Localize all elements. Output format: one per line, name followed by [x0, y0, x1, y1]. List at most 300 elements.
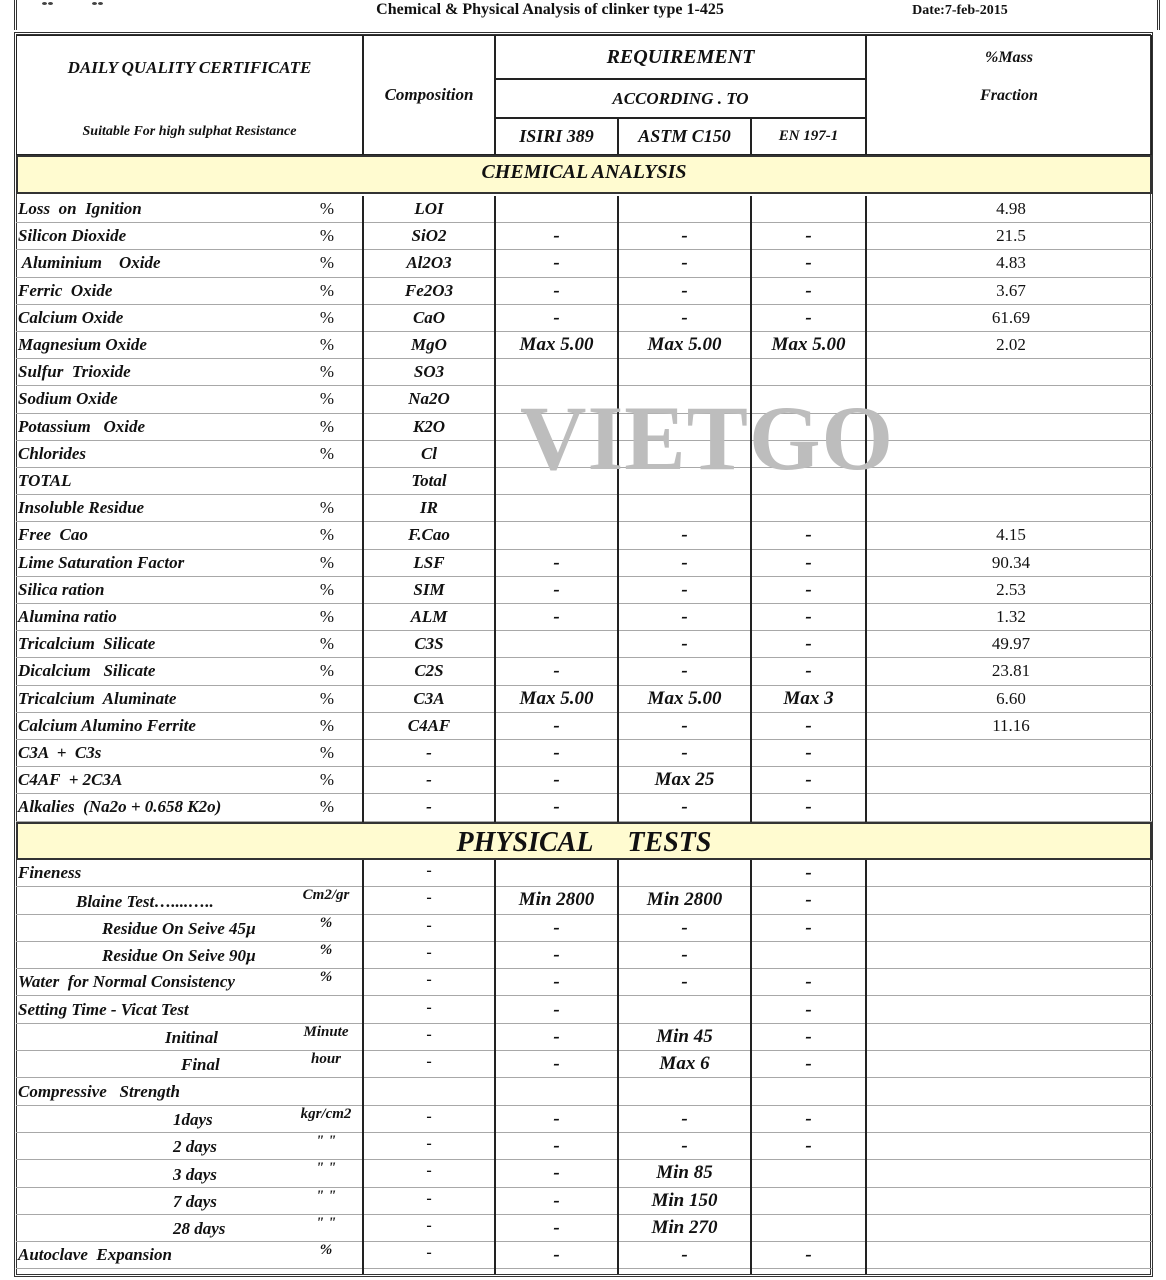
astm-requirement: -	[681, 796, 688, 818]
isiri-requirement: -	[553, 306, 560, 328]
en-requirement: Max 5.00	[771, 334, 846, 356]
physical-test-row	[16, 997, 1152, 1024]
unit-cell: %	[319, 743, 335, 763]
chemical-analysis-row	[16, 522, 1152, 549]
unit-cell: %	[319, 389, 335, 409]
chemical-analysis-banner	[16, 155, 1152, 194]
mass-fraction-value	[866, 887, 1156, 913]
composition-cell: LSF	[413, 552, 445, 572]
unit-cell: %	[319, 416, 335, 436]
mass-fraction-value: 6.60	[996, 688, 1026, 708]
en-requirement: -	[805, 606, 812, 628]
mass-fraction-value	[866, 767, 1156, 793]
isiri-requirement	[495, 468, 618, 494]
isiri-requirement: Max 5.00	[519, 334, 594, 356]
unit-cell: %	[319, 607, 335, 627]
en-requirement: -	[805, 252, 812, 274]
astm-requirement: -	[681, 279, 688, 301]
physical-test-row	[16, 1215, 1152, 1242]
isiri-requirement	[495, 631, 618, 657]
physical-test-row	[16, 969, 1152, 996]
parameter-name: 1days	[173, 1109, 213, 1129]
composition-cell: -	[426, 862, 432, 879]
unit-cell: %	[319, 552, 335, 572]
certificate-title: DAILY QUALITY CERTIFICATE	[67, 58, 312, 77]
mass-fraction-value	[866, 1051, 1156, 1077]
parameter-name: 7 days	[173, 1191, 217, 1211]
unit-cell: %	[319, 688, 335, 708]
astm-requirement: -	[681, 1135, 688, 1157]
mass-fraction-value	[866, 794, 1156, 820]
parameter-name: Potassium Oxide	[18, 416, 146, 436]
composition-cell: -	[426, 916, 432, 934]
chemical-analysis-row	[16, 250, 1152, 277]
grid-line	[362, 860, 364, 1274]
en-requirement: -	[805, 998, 812, 1020]
mass-fraction-value	[866, 740, 1156, 766]
unit-cell: %	[319, 362, 335, 382]
composition-cell: C2S	[414, 661, 444, 681]
isiri-requirement: -	[553, 606, 560, 628]
vietgo-watermark: VIETGO	[520, 387, 895, 489]
isiri-requirement: -	[553, 225, 560, 247]
chemical-analysis-row	[16, 414, 1152, 441]
parameter-name: Silica ration	[18, 579, 105, 599]
company-logo	[20, 0, 140, 12]
en-requirement: -	[805, 551, 812, 573]
mass-fraction-value	[866, 386, 1156, 412]
unit-cell: %	[319, 335, 335, 355]
unit-cell: %	[319, 770, 335, 790]
astm-requirement: Max 6	[659, 1053, 710, 1075]
mass-fraction-value	[866, 495, 1156, 521]
unit-cell: %	[319, 280, 335, 300]
composition-cell: F.Cao	[408, 525, 450, 545]
isiri-requirement: -	[553, 1162, 560, 1184]
en-requirement: -	[805, 1244, 812, 1266]
mass-fraction-value	[866, 942, 1156, 968]
composition-cell: -	[426, 971, 432, 989]
composition-cell: -	[426, 998, 432, 1016]
en-requirement: -	[805, 714, 812, 736]
unit-cell: %	[319, 498, 335, 518]
composition-cell: -	[426, 1162, 432, 1180]
physical-test-row	[16, 1160, 1152, 1187]
astm-requirement: -	[681, 524, 688, 546]
composition-cell: -	[426, 1107, 432, 1125]
unit-cell: %	[319, 443, 335, 463]
grid-line	[750, 860, 752, 1274]
astm-requirement: Min 85	[656, 1162, 713, 1184]
chemical-analysis-row	[16, 604, 1152, 631]
composition-cell: -	[426, 1216, 432, 1234]
astm-requirement: Max 5.00	[647, 687, 722, 709]
standard-astm-label: ASTM C150	[638, 126, 731, 146]
astm-requirement: -	[681, 714, 688, 736]
mass-fraction-value	[866, 1024, 1156, 1050]
mass-fraction-value: 2.53	[996, 579, 1026, 599]
physical-tests-title: PHYSICAL TESTS	[456, 827, 712, 858]
en-requirement: -	[805, 1025, 812, 1047]
astm-requirement: -	[681, 1244, 688, 1266]
physical-tests-banner	[16, 822, 1152, 860]
grid-line	[494, 860, 496, 1274]
isiri-requirement: -	[553, 1107, 560, 1129]
unit-cell: " "	[315, 1214, 337, 1231]
isiri-requirement	[495, 359, 618, 385]
unit-cell: %	[319, 969, 333, 986]
standard-astm-header	[618, 118, 751, 155]
composition-cell: -	[426, 770, 432, 790]
isiri-requirement: Max 5.00	[519, 687, 594, 709]
fraction-label: Fraction	[980, 87, 1038, 104]
mass-fraction-value: 61.69	[991, 307, 1031, 327]
astm-requirement	[618, 1078, 751, 1104]
composition-cell: -	[426, 743, 432, 763]
en-requirement	[751, 942, 866, 968]
composition-cell: -	[426, 1189, 432, 1207]
mass-fraction-value: 11.16	[992, 715, 1030, 735]
en-requirement: -	[805, 279, 812, 301]
unit-cell: " "	[315, 1133, 337, 1149]
isiri-requirement	[495, 196, 618, 222]
parameter-name: 2 days	[173, 1137, 217, 1157]
composition-cell: Fe2O3	[404, 280, 454, 300]
grid-line	[617, 196, 619, 822]
unit-cell	[316, 468, 338, 494]
composition-cell: SiO2	[411, 226, 447, 246]
en-requirement: -	[805, 971, 812, 993]
en-requirement	[751, 1078, 866, 1104]
astm-requirement: -	[681, 551, 688, 573]
isiri-requirement: -	[553, 971, 560, 993]
physical-test-row	[16, 887, 1152, 914]
composition-label: Composition	[384, 85, 474, 104]
composition-cell: -	[426, 1025, 432, 1043]
physical-test-row	[16, 1106, 1152, 1133]
document-date: Date:7-feb-2015	[912, 3, 1008, 18]
chemical-analysis-row	[16, 686, 1152, 713]
parameter-name: Free Cao	[18, 525, 88, 545]
parameter-name: 3 days	[173, 1164, 217, 1184]
chemical-analysis-row	[16, 550, 1152, 577]
astm-requirement: Min 150	[651, 1189, 718, 1211]
en-requirement: -	[805, 306, 812, 328]
parameter-name: Loss on Ignition	[18, 199, 142, 219]
unit-cell: %	[319, 579, 335, 599]
en-requirement	[751, 495, 866, 521]
chemical-analysis-row	[16, 767, 1152, 794]
unit-cell: %	[319, 253, 335, 273]
parameter-name: TOTAL	[18, 471, 72, 491]
mass-fraction-value: 4.83	[996, 253, 1026, 273]
unit-cell: " "	[315, 1187, 337, 1204]
en-requirement	[751, 1160, 866, 1186]
mass-fraction-value	[866, 860, 1156, 886]
astm-requirement: -	[681, 971, 688, 993]
standard-en-label: EN 197-1	[778, 128, 839, 144]
composition-cell	[363, 1078, 495, 1104]
astm-requirement	[618, 359, 751, 385]
chemical-analysis-title: CHEMICAL ANALYSIS	[481, 161, 687, 183]
physical-test-row	[16, 915, 1152, 942]
parameter-name: Calcium Oxide	[18, 307, 124, 327]
isiri-requirement: -	[553, 1135, 560, 1157]
mass-fraction-value	[866, 1078, 1156, 1104]
astm-requirement: -	[681, 578, 688, 600]
mass-fraction-value	[866, 359, 1156, 385]
unit-cell: %	[319, 797, 335, 817]
mass-fraction-value: 2.02	[996, 335, 1026, 355]
composition-cell: CaO	[412, 307, 446, 327]
chemical-analysis-row	[16, 631, 1152, 658]
isiri-requirement: -	[553, 279, 560, 301]
mass-fraction-value: 3.67	[996, 280, 1026, 300]
astm-requirement: -	[681, 633, 688, 655]
composition-cell: ALM	[410, 607, 448, 627]
mass-fraction-header	[866, 35, 1152, 155]
unit-cell: Minute	[303, 1023, 349, 1040]
isiri-requirement	[495, 522, 618, 548]
en-requirement: -	[805, 916, 812, 938]
unit-cell: %	[319, 199, 335, 219]
composition-cell: Al2O3	[406, 253, 452, 273]
mass-fraction-value	[866, 969, 1156, 995]
according-to-header	[495, 79, 866, 118]
chemical-analysis-row	[16, 794, 1152, 821]
astm-requirement: -	[681, 225, 688, 247]
physical-test-row	[16, 1188, 1152, 1215]
en-requirement	[751, 1215, 866, 1241]
en-requirement: -	[805, 225, 812, 247]
chemical-analysis-row	[16, 468, 1152, 495]
parameter-name: Sulfur Trioxide	[18, 362, 131, 382]
parameter-name: Compressive Strength	[18, 1081, 180, 1101]
physical-test-row	[16, 1078, 1152, 1105]
unit-cell: %	[319, 715, 335, 735]
astm-requirement: -	[681, 742, 688, 764]
parameter-name: Tricalcium Silicate	[18, 634, 156, 654]
mass-fraction-value	[866, 1188, 1156, 1214]
isiri-requirement: -	[553, 578, 560, 600]
en-requirement: -	[805, 524, 812, 546]
physical-test-row	[16, 1051, 1152, 1078]
mass-fraction-value: 21.5	[996, 226, 1026, 246]
parameter-name: Chlorides	[18, 443, 87, 463]
chemical-analysis-row	[16, 386, 1152, 413]
isiri-requirement: -	[553, 1025, 560, 1047]
astm-requirement	[618, 441, 751, 467]
unit-cell: kgr/cm2	[300, 1105, 352, 1122]
astm-requirement	[618, 414, 751, 440]
en-requirement: -	[805, 742, 812, 764]
astm-requirement: -	[681, 306, 688, 328]
unit-cell	[294, 997, 358, 1023]
mass-label: %Mass	[984, 49, 1033, 66]
requirement-label: REQUIREMENT	[606, 45, 755, 68]
certificate-title-cell	[16, 35, 363, 155]
grid-line	[750, 196, 752, 822]
unit-cell: %	[319, 634, 335, 654]
unit-cell: %	[319, 1242, 333, 1259]
chemical-analysis-row	[16, 305, 1152, 332]
parameter-name: Blaine Test…....…..	[76, 891, 214, 911]
isiri-requirement: Min 2800	[518, 889, 595, 911]
parameter-name: Magnesium Oxide	[18, 335, 147, 355]
parameter-name: Dicalcium Silicate	[18, 661, 156, 681]
composition-cell: -	[426, 1053, 432, 1071]
parameter-name: Sodium Oxide	[18, 389, 118, 409]
physical-test-row	[16, 942, 1152, 969]
isiri-requirement: -	[553, 1217, 560, 1239]
chemical-analysis-row	[16, 332, 1152, 359]
grid-line	[865, 860, 867, 1274]
en-requirement: -	[805, 1107, 812, 1129]
parameter-name: Autoclave Expansion	[18, 1245, 172, 1265]
unit-cell: %	[319, 307, 335, 327]
physical-test-row	[16, 1133, 1152, 1160]
astm-requirement: Max 25	[654, 769, 715, 791]
mass-fraction-value	[866, 1133, 1156, 1159]
parameter-name: Residue On Seive 45µ	[102, 918, 256, 938]
composition-cell: -	[426, 889, 432, 907]
composition-cell: -	[426, 797, 432, 817]
en-requirement: -	[805, 769, 812, 791]
composition-header	[363, 35, 495, 155]
chemical-analysis-row	[16, 359, 1152, 386]
standard-isiri-label: ISIRI 389	[519, 126, 594, 146]
composition-cell: SIM	[413, 579, 445, 599]
parameter-name: Silicon Dioxide	[18, 226, 127, 246]
astm-requirement: Min 2800	[646, 889, 723, 911]
isiri-requirement: -	[553, 916, 560, 938]
astm-requirement	[618, 997, 751, 1023]
en-requirement	[751, 414, 866, 440]
according-to-label: ACCORDING . TO	[612, 88, 749, 108]
mass-fraction-value: 4.15	[996, 525, 1026, 545]
standard-isiri-header	[495, 118, 618, 155]
composition-cell: SO3	[413, 362, 445, 382]
astm-requirement: -	[681, 916, 688, 938]
isiri-requirement: -	[553, 944, 560, 966]
physical-test-row	[16, 860, 1152, 887]
isiri-requirement: -	[553, 1189, 560, 1211]
grid-line	[617, 860, 619, 1274]
mass-fraction-value	[866, 1160, 1156, 1186]
en-requirement: -	[805, 1135, 812, 1157]
astm-requirement	[618, 860, 751, 886]
chemical-analysis-row	[16, 740, 1152, 767]
composition-cell: LOI	[414, 199, 444, 219]
chemical-analysis-row	[16, 223, 1152, 250]
unit-cell	[294, 1078, 358, 1104]
en-requirement	[751, 1188, 866, 1214]
composition-cell: Na2O	[408, 389, 450, 409]
parameter-name: C3A + C3s	[18, 743, 102, 763]
parameter-name: Setting Time - Vicat Test	[18, 999, 189, 1019]
parameter-name: Alkalies (Na2o + 0.658 K2o)	[18, 797, 222, 817]
composition-cell: C3A	[413, 688, 445, 708]
isiri-requirement: -	[553, 551, 560, 573]
mass-fraction-value	[866, 414, 1156, 440]
unit-cell: hour	[310, 1051, 342, 1068]
astm-requirement: -	[681, 1107, 688, 1129]
parameter-name: 28 days	[173, 1219, 226, 1239]
en-requirement: -	[805, 889, 812, 911]
requirement-header	[495, 35, 866, 79]
mass-fraction-value: 1.32	[996, 607, 1026, 627]
composition-cell: Total	[411, 471, 447, 491]
unit-cell: " "	[315, 1160, 337, 1177]
parameter-name: Ferric Oxide	[18, 280, 113, 300]
parameter-name: Aluminium Oxide	[18, 253, 161, 273]
astm-requirement: -	[681, 660, 688, 682]
chemical-analysis-row	[16, 196, 1152, 223]
en-requirement	[751, 359, 866, 385]
unit-cell: %	[319, 226, 335, 246]
parameter-name: Fineness	[18, 863, 82, 883]
mass-fraction-value: 90.34	[991, 552, 1031, 572]
isiri-requirement	[495, 860, 618, 886]
astm-requirement: Min 270	[651, 1217, 718, 1239]
astm-requirement: -	[681, 944, 688, 966]
isiri-requirement	[495, 495, 618, 521]
isiri-requirement: -	[553, 742, 560, 764]
astm-requirement: Max 5.00	[647, 334, 722, 356]
en-requirement: -	[805, 660, 812, 682]
mass-fraction-value	[866, 997, 1156, 1023]
chemical-analysis-row	[16, 577, 1152, 604]
isiri-requirement: -	[553, 1244, 560, 1266]
parameter-name: Alumina ratio	[18, 607, 117, 627]
isiri-requirement: -	[553, 998, 560, 1020]
en-requirement: -	[805, 862, 812, 884]
composition-cell: Cl	[420, 443, 438, 463]
unit-cell: %	[319, 941, 333, 958]
composition-cell: MgO	[411, 335, 447, 355]
mass-fraction-value: 49.97	[991, 634, 1031, 654]
isiri-requirement: -	[553, 769, 560, 791]
chemical-analysis-row	[16, 658, 1152, 685]
isiri-requirement: -	[553, 796, 560, 818]
astm-requirement	[618, 495, 751, 521]
parameter-name: Insoluble Residue	[18, 498, 145, 518]
physical-test-row	[16, 1024, 1152, 1051]
en-requirement	[751, 441, 866, 467]
astm-requirement	[618, 386, 751, 412]
en-requirement: -	[805, 796, 812, 818]
isiri-requirement	[495, 1078, 618, 1104]
unit-cell: %	[319, 525, 335, 545]
composition-cell: K2O	[412, 416, 446, 436]
astm-requirement: Min 45	[656, 1025, 713, 1047]
chemical-analysis-row	[16, 713, 1152, 740]
mass-fraction-value	[866, 1106, 1156, 1132]
mass-fraction-value	[866, 468, 1156, 494]
composition-cell: IR	[420, 498, 438, 518]
isiri-requirement: -	[553, 714, 560, 736]
composition-cell: -	[426, 943, 432, 961]
isiri-requirement	[495, 386, 618, 412]
en-requirement	[751, 468, 866, 494]
parameter-name: Lime Saturation Factor	[18, 552, 185, 572]
mass-fraction-value	[866, 1215, 1156, 1241]
mass-fraction-value: 23.81	[991, 661, 1031, 681]
chemical-analysis-row	[16, 441, 1152, 468]
mass-fraction-value: 4.98	[996, 199, 1026, 219]
astm-requirement	[618, 468, 751, 494]
isiri-requirement: -	[553, 1053, 560, 1075]
